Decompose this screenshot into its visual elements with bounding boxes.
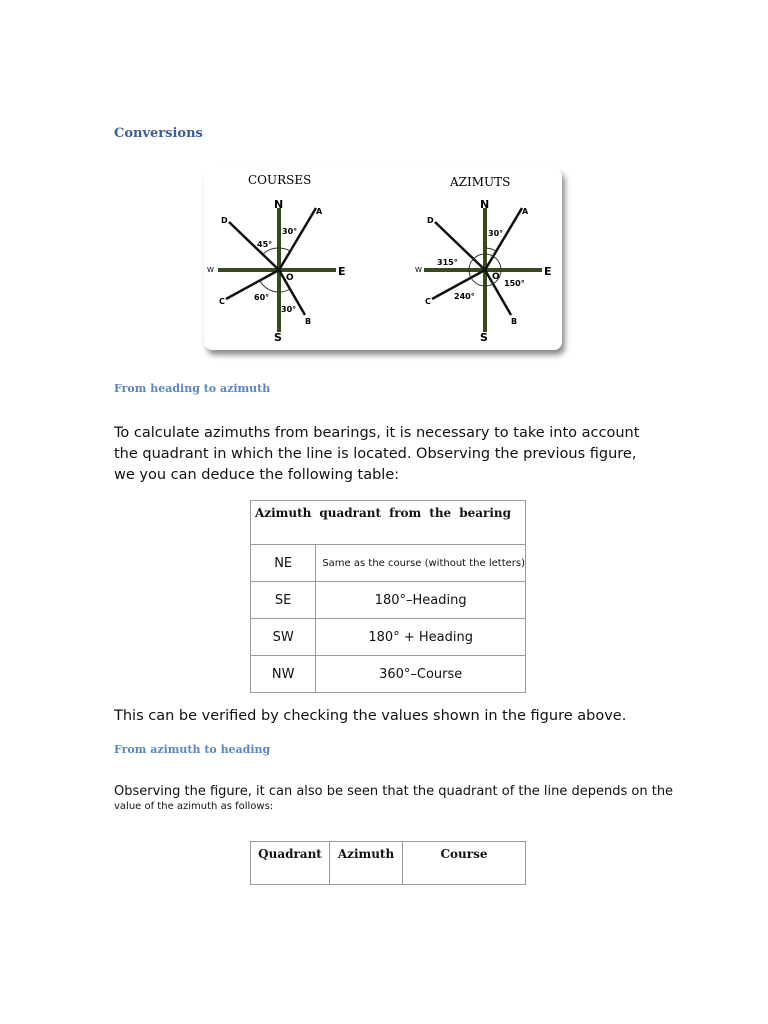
courses-label-c: C bbox=[219, 297, 225, 306]
quadrant-azimuth-course-table bbox=[250, 841, 526, 885]
compass-figure bbox=[204, 168, 562, 350]
courses-label-b: B bbox=[305, 317, 312, 326]
azimuts-angle-se: 150° bbox=[504, 279, 525, 288]
paragraph-quadrant bbox=[114, 784, 674, 812]
courses-label-n: N bbox=[274, 198, 284, 211]
courses-label-e: E bbox=[338, 265, 346, 278]
section-title-heading-to-azimuth: From heading to azimuth bbox=[114, 382, 271, 395]
paragraph-verify: This can be verified by checking the values shown in the figure above. bbox=[114, 708, 627, 724]
header-azimuth: Azimuth bbox=[330, 842, 403, 885]
table-header-row bbox=[251, 501, 526, 545]
courses-angle-nw: 45° bbox=[257, 240, 273, 249]
azimuts-label-o: O bbox=[492, 272, 500, 282]
quadrant-cell: NE bbox=[251, 545, 316, 582]
rule-cell: 360°–Course bbox=[316, 656, 526, 693]
azimuts-label-n: N bbox=[480, 198, 490, 211]
courses-angle-sw: 60° bbox=[254, 293, 270, 302]
courses-label-s: S bbox=[274, 331, 282, 344]
courses-label-d: D bbox=[221, 216, 228, 225]
rule-cell: Same as the course (without the letters) bbox=[316, 545, 526, 582]
azimuts-label-a: A bbox=[522, 207, 529, 216]
paragraph-quadrant-line2: value of the azimuth as follows: bbox=[114, 801, 274, 812]
rule-cell: 180°–Heading bbox=[316, 582, 526, 619]
rule-cell: 180° + Heading bbox=[316, 619, 526, 656]
azimuts-label-d: D bbox=[427, 216, 434, 225]
quadrant-cell: SE bbox=[251, 582, 316, 619]
azimuts-label-e: E bbox=[544, 265, 552, 278]
azimuts-angle-ne: 30° bbox=[488, 229, 504, 238]
quadrant-cell: NW bbox=[251, 656, 316, 693]
table-header-cell: Azimuth quadrant from the bearing bbox=[251, 501, 526, 545]
section-title-azimuth-to-heading: From azimuth to heading bbox=[114, 743, 271, 756]
section-title-conversions: Conversions bbox=[114, 126, 203, 141]
azimuts-angle-sw: 240° bbox=[454, 292, 475, 301]
quadrant-cell: SW bbox=[251, 619, 316, 656]
azimuts-title: AZIMUTS bbox=[450, 175, 511, 189]
table-row bbox=[251, 656, 526, 693]
paragraph-intro: To calculate azimuths from bearings, it is necessary to take into account the quadrant in which the line is located. Observing the previous figure, we you can deduce the following table: bbox=[114, 425, 640, 483]
courses-label-o: O bbox=[286, 273, 294, 283]
courses-title: COURSES bbox=[248, 173, 312, 187]
header-course: Course bbox=[403, 842, 526, 885]
courses-diagram bbox=[207, 173, 346, 344]
table-header-row bbox=[251, 842, 526, 885]
azimuts-label-w: W bbox=[415, 266, 422, 274]
courses-label-a: A bbox=[316, 207, 323, 216]
azimuts-angle-nw: 315° bbox=[437, 258, 458, 267]
courses-angle-ne: 30° bbox=[282, 227, 298, 236]
azimuts-label-c: C bbox=[425, 297, 431, 306]
courses-label-w: W bbox=[207, 266, 214, 274]
courses-angle-se: 30° bbox=[281, 305, 297, 314]
table-row bbox=[251, 619, 526, 656]
azimuts-label-s: S bbox=[480, 331, 488, 344]
azimuth-from-bearing-table bbox=[250, 500, 526, 693]
paragraph-quadrant-line1: Observing the figure, it can also be seen that the quadrant of the line depends on the bbox=[114, 784, 674, 799]
table-row bbox=[251, 545, 526, 582]
azimuts-diagram bbox=[415, 175, 552, 344]
azimuts-label-b: B bbox=[511, 317, 518, 326]
header-quadrant: Quadrant bbox=[251, 842, 330, 885]
table-row bbox=[251, 582, 526, 619]
